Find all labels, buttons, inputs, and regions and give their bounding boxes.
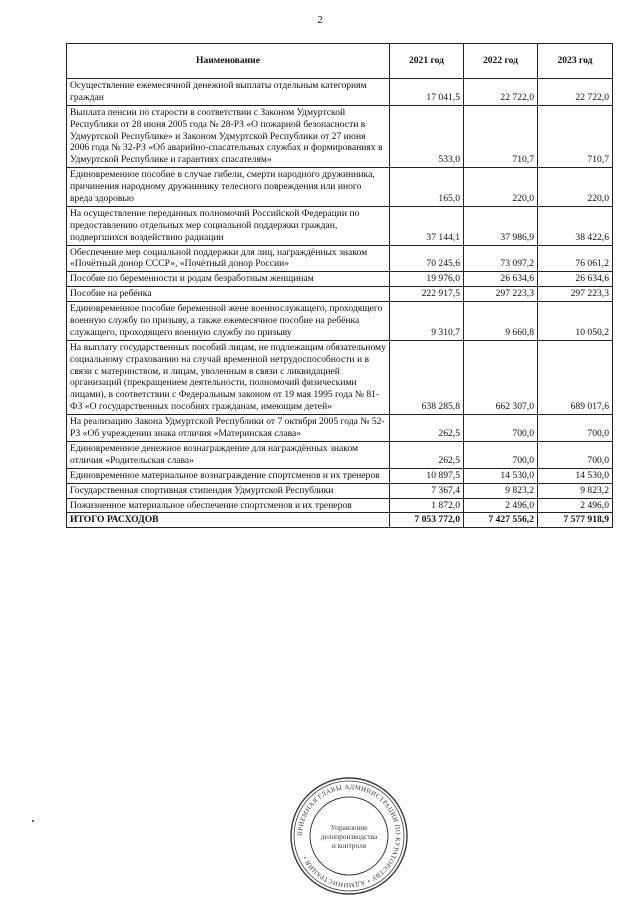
official-stamp [288, 775, 410, 897]
value-2022: 700,0 [464, 415, 538, 442]
stamp-ring-text: ПРИЕМНАЯ ГЛАВЫ АДМИНИСТРАЦИИ ПО КУРАТОРСТВУ • АДМИНИСТРАЦИЯ • [296, 783, 402, 889]
table-row [67, 441, 613, 468]
row-name: Пособие по беременности и родам безработным женщинам [67, 272, 390, 287]
table-row [67, 245, 613, 272]
value-2021: 222 917,5 [390, 287, 464, 302]
value-2021: 70 245,6 [390, 245, 464, 272]
value-2022: 22 722,0 [464, 79, 538, 106]
header-2023: 2023 год [538, 44, 613, 79]
value-2022: 220,0 [464, 168, 538, 207]
value-2021: 10 897,5 [390, 468, 464, 483]
value-2022: 7 427 556,2 [464, 513, 538, 528]
value-2023: 7 577 918,9 [538, 513, 613, 528]
header-2022: 2022 год [464, 44, 538, 79]
value-2021: 165,0 [390, 168, 464, 207]
value-2022: 9 823,2 [464, 483, 538, 498]
value-2023: 297 223,3 [538, 287, 613, 302]
value-2023: 220,0 [538, 168, 613, 207]
expenses-table [66, 43, 613, 528]
table-row [67, 105, 613, 167]
value-2021: 638 285,8 [390, 340, 464, 414]
value-2022: 710,7 [464, 105, 538, 167]
header-name: Наименование [67, 44, 390, 79]
value-2023: 2 496,0 [538, 498, 613, 513]
value-2021: 7 367,4 [390, 483, 464, 498]
table-row [67, 272, 613, 287]
table-row [67, 79, 613, 106]
value-2023: 38 422,6 [538, 206, 613, 245]
value-2022: 37 986,9 [464, 206, 538, 245]
row-name: Единовременное пособие в случае гибели, смерти народного дружинника, причинения народному дружиннику телесного повреждения или иного вреда здоровью [67, 168, 390, 207]
table-row [67, 468, 613, 483]
value-2021: 262,5 [390, 441, 464, 468]
row-name: Обеспечение мер социальной поддержки для лиц, награждённых знаком «Почётный донор СССР», «Почётный донор России» [67, 245, 390, 272]
value-2021: 7 053 772,0 [390, 513, 464, 528]
row-name: ИТОГО РАСХОДОВ [67, 513, 390, 528]
row-name: Пожизненное материальное обеспечение спортсменов и их тренеров [67, 498, 390, 513]
value-2021: 17 041,5 [390, 79, 464, 106]
table-header-row [67, 44, 613, 79]
table-row [67, 483, 613, 498]
value-2022: 26 634,6 [464, 272, 538, 287]
value-2021: 37 144,1 [390, 206, 464, 245]
total-row [67, 513, 613, 528]
value-2023: 10 050,2 [538, 302, 613, 341]
value-2021: 9 310,7 [390, 302, 464, 341]
value-2022: 662 307,0 [464, 340, 538, 414]
value-2022: 700,0 [464, 441, 538, 468]
value-2022: 297 223,3 [464, 287, 538, 302]
value-2021: 1 872,0 [390, 498, 464, 513]
value-2023: 710,7 [538, 105, 613, 167]
page-number: 2 [317, 14, 323, 26]
row-name: Выплата пенсии по старости в соответствии с Законом Удмуртской Республики от 28 июня 2005 года № 28-РЗ «О пожарной безопасности в Удмуртской Республике» и Законом Удмуртской Республики от 27 июня 2006 года № 32-РЗ «Об аварийно-спасательных службах и формированиях в Удмуртской Республике и гарантиях спасателям» [67, 105, 390, 167]
value-2023: 689 017,6 [538, 340, 613, 414]
value-2022: 73 097,2 [464, 245, 538, 272]
row-name: На реализацию Закона Удмуртской Республики от 7 октября 2005 года № 52-РЗ «Об учреждении знака отличия «Материнская слава» [67, 415, 390, 442]
value-2022: 9 660,8 [464, 302, 538, 341]
stamp-line-1: Управление [330, 823, 368, 832]
row-name: Единовременное материальное вознаграждение спортсменов и их тренеров [67, 468, 390, 483]
table-row [67, 206, 613, 245]
table-body [67, 79, 613, 528]
table-row [67, 287, 613, 302]
row-name: Единовременное денежное вознаграждение для награждённых знаком отличия «Родительская слава» [67, 441, 390, 468]
row-name: Государственная спортивная стипендия Удмуртской Республики [67, 483, 390, 498]
value-2023: 14 530,0 [538, 468, 613, 483]
row-name: На выплату государственных пособий лицам, не подлежащим обязательному социальному страхованию на случай временной нетрудоспособности и в связи с материнством, и лицам, уволенным в связи с ликвидацией организаций (прекращением деятельности, полномочий физическими лицами), в соответствии с Федеральным законом от 19 мая 1995 года № 81-ФЗ «О государственных пособиях гражданам, имеющим детей» [67, 340, 390, 414]
header-2021: 2021 год [390, 44, 464, 79]
value-2023: 26 634,6 [538, 272, 613, 287]
table-row [67, 302, 613, 341]
value-2023: 22 722,0 [538, 79, 613, 106]
table-row [67, 498, 613, 513]
row-name: Единовременное пособие беременной жене военнослужащего, проходящего военную службу по призыву, а также ежемесячное пособие на ребёнка служащего, проходящего военную службу по призыву [67, 302, 390, 341]
row-name: На осуществление переданных полномочий Российской Федерации по предоставлению отдельных мер социальной поддержки граждан, подвергшихся воздействию радиации [67, 206, 390, 245]
stamp-line-2: делопроизводства [320, 832, 378, 841]
scan-dot [32, 820, 34, 822]
value-2023: 76 061,2 [538, 245, 613, 272]
value-2021: 262,5 [390, 415, 464, 442]
row-name: Осуществление ежемесячной денежной выплаты отдельным категориям граждан [67, 79, 390, 106]
table-row [67, 168, 613, 207]
stamp-line-3: и контроля [331, 841, 367, 850]
value-2023: 9 823,2 [538, 483, 613, 498]
value-2023: 700,0 [538, 415, 613, 442]
value-2022: 14 530,0 [464, 468, 538, 483]
table-row [67, 340, 613, 414]
value-2021: 533,0 [390, 105, 464, 167]
value-2023: 700,0 [538, 441, 613, 468]
value-2022: 2 496,0 [464, 498, 538, 513]
table-row [67, 415, 613, 442]
row-name: Пособие на ребёнка [67, 287, 390, 302]
value-2021: 19 976,0 [390, 272, 464, 287]
